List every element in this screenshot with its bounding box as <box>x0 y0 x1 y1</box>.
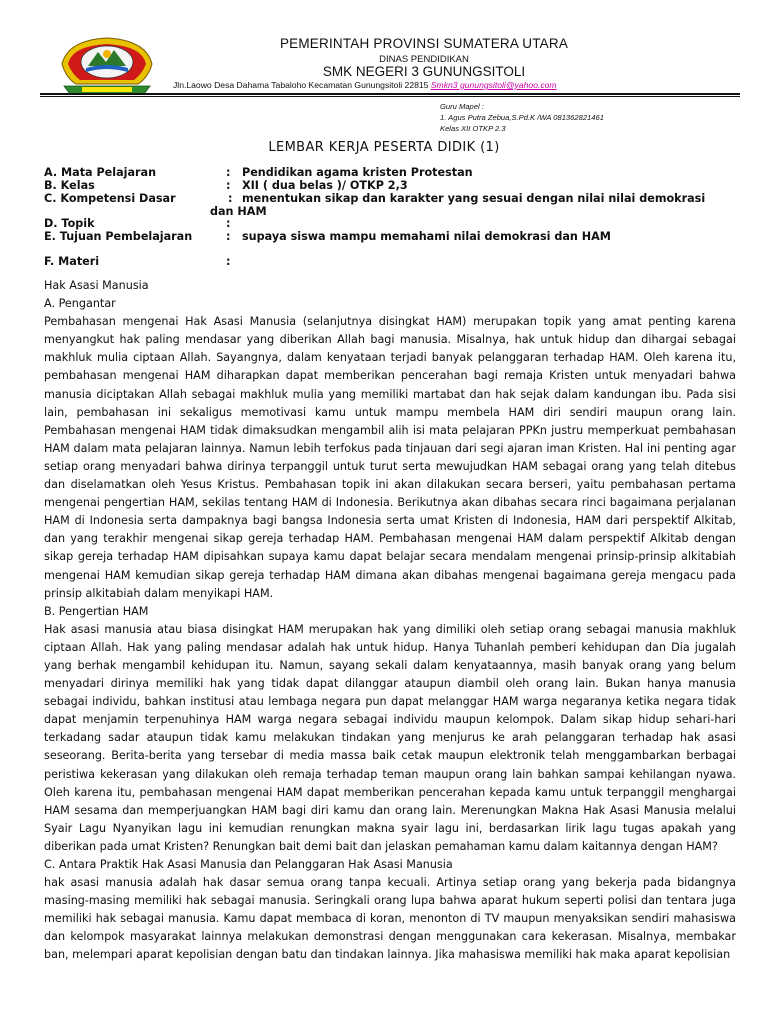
worksheet-title: LEMBAR KERJA PESERTA DIDIK (1) <box>268 140 500 155</box>
letterhead-department: DINAS PENDIDIKAN <box>379 54 469 65</box>
section-a-paragraph: Pembahasan mengenai Hak Asasi Manusia (selanjutnya disingkat HAM) merupakan topik yang amat penting karena menyangkut hak paling mendasar yang diberikan Allah bagi manusia. Misalnya, hak untuk hidup dan dihargai sebagai makhluk mulia ciptaan Allah. Sayangnya, dalam kenyataan terjadi banyak pelanggaran terhadap HAM. Oleh karena itu, pembahasan mengenai HAM diharapkan dapat memberikan pencerahan bagi remaja Kristen untuk menyadari bahwa manusia diciptakan Allah sebagai makhluk mulia yang memiliki martabat dan hak sejak dalam kandungan ibu. Pada sisi lain, pembahasan ini sekaligus memotivasi kamu untuk mampu membela HAM diri sendiri maupun orang lain. Pembahasan mengenai HAM tidak dimaksudkan mengambil alih isi mata pelajaran PPKn justru memperkuat pembahasan HAM dalam mata pelajaran lainnya. Namun lebih terfokus pada tinjauan dari segi ajaran iman Kristen. Hal ini penting agar setiap orang menyadari bahwa dirinya terpanggil untuk turut serta mewujudkan HAM sebagai orang yang telah ditebus dan diselamatkan oleh Yesus Kristus. Pembahasan topik ini akan dilakukan secara berseri, yaitu pembahasan pertama mengenai pengertian HAM, sekilas tentang HAM di Indonesia. Berikutnya akan dibahas secara rinci bagaimana perjalanan HAM di Indonesia serta dampaknya bagi bangsa Indonesia serta umat Kristen di Indonesia, HAM dari perspektif Alkitab, dan yang terakhir mengenai sikap gereja terhadap HAM. Pembahasan mengenai HAM dalam perspektif Alkitab dengan sikap gereja terhadap HAM dipisahkan supaya kamu dapat belajar secara mendalam mengenai prinsip-prinsip alkitabiah mengenai HAM kemudian sikap gereja terhadap HAM dimana akan dibahas mengenai bagaimana gereja mengacu pada prinsip alkitabiah dalam menyikapi HAM. <box>44 315 736 600</box>
section-c-heading: C. Antara Praktik Hak Asasi Manusia dan Pelanggaran Hak Asasi Manusia <box>44 858 453 871</box>
identity-colon: : <box>226 230 231 243</box>
identity-label: B. Kelas <box>44 179 95 192</box>
teacher-label: Guru Mapel : <box>440 102 484 111</box>
identity-value: Pendidikan agama kristen Protestan <box>242 166 473 179</box>
identity-label: F. Materi <box>44 255 100 268</box>
teacher-name: 1. Agus Putra Zebua,S.Pd.K /WA 081362821461 <box>440 113 604 122</box>
section-a-heading: A. Pengantar <box>44 297 116 311</box>
class-info: Kelas XII OTKP 2.3 <box>440 124 506 133</box>
identity-value: XII ( dua belas )/ OTKP 2,3 <box>242 179 408 192</box>
school-email-link[interactable]: Smkn3 gunungsitoli@yahoo.com <box>430 80 557 90</box>
identity-colon: : <box>226 255 231 268</box>
section-b-paragraph: Hak asasi manusia atau biasa disingkat HAM merupakan hak yang dimiliki oleh setiap orang sebagai manusia makhluk ciptaan Allah. Hak yang paling mendasar adalah hak untuk hidup. Hanya Tuhanlah pemberi kehidupan dan Dia jugalah yang berhak mengambil kehidupan itu. Namun, sayang sekali dalam kenyataannya, masih banyak orang yang belum menyadari dirinya memiliki hak yang tidak dapat dilanggar ataupun diambil oleh orang lain. Bukan hanya manusia sebagai individu, bahkan institusi atau lembaga negara pun dapat melanggar HAM warga negaranya ketika negara tidak dapat menjamin terpenuhinya HAM warga negara sebagai individu maupun kelompok. Dalam sikap hidup sehari-hari terkadang sadar ataupun tidak kamu melakukan tindakan yang menjurus ke arah pelanggaran terhadap hak asasi seseorang. Berita-berita yang tersebar di media massa baik cetak maupun elektronik telah menggambarkan berbagai peristiwa kekerasan yang dilakukan oleh remaja terhadap teman maupun orang lain bahkan sampai kehilangan nyawa. Oleh karena itu, pembahasan mengenai HAM dapat memberikan pencerahan kepada kamu untuk terpanggil menghargai HAM sesama dan memperjuangkan HAM bagi diri kamu dan orang lain. Merenungkan Makna Hak Asasi Manusia melalui Syair Lagu Nyanyikan lagu ini kemudian renungkan makna syair lagu ini, berdasarkan lirik lagu tugas apakah yang diberikan pada umat Kristen? Renungkan bait demi bait dan jelaskan pemahaman kamu dalam kaitannya dengan HAM? <box>44 622 736 853</box>
letterhead-rule-thin <box>40 96 740 97</box>
material-content <box>44 277 736 965</box>
identity-colon: : <box>226 166 231 179</box>
letterhead-school: SMK NEGERI 3 GUNUNGSITOLI <box>322 64 526 79</box>
identity-colon: : <box>228 192 233 205</box>
identity-label: D. Topik <box>44 217 95 230</box>
school-address: Jln.Laowo Desa Dahama Tabaloho Kecamatan Gunungsitoli 22815 <box>173 80 431 90</box>
identity-colon: : <box>226 217 231 230</box>
letterhead-government: PEMERINTAH PROVINSI SUMATERA UTARA <box>279 36 569 51</box>
section-b-heading: B. Pengertian HAM <box>44 604 149 618</box>
letterhead-rule-thick <box>40 93 740 95</box>
section-c-paragraph: hak asasi manusia adalah hak dasar semua orang tanpa kecuali. Artinya setiap orang yang bekerja pada bidangnya masing-masing memiliki hak sebagai manusia. Seringkali orang lupa bahwa aparat hukum seperti polisi dan tentara juga memiliki hak sebagai manusia. Kamu dapat membaca di koran, menonton di TV maupun menyaksikan sendiri mahasiswa dan kelompok masyarakat lainnya melakukan demonstrasi dengan menggunakan cara kekerasan. Misalnya, membakar ban, melempari aparat kepolisian dengan batu dan tindakan lainnya. Jika mahasiswa memiliki hak maka aparat kepolisian <box>44 876 736 962</box>
identity-label: C. Kompetensi Dasar <box>44 192 176 205</box>
identity-label: E. Tujuan Pembelajaran <box>44 230 193 243</box>
identity-value: menentukan sikap dan karakter yang sesuai dengan nilai nilai demokrasi <box>242 192 706 205</box>
identity-colon: : <box>226 179 231 192</box>
topic-heading: Hak Asasi Manusia <box>44 279 149 292</box>
identity-label: A. Mata Pelajaran <box>44 166 157 179</box>
identity-value: supaya siswa mampu memahami nilai demokrasi dan HAM <box>242 230 611 243</box>
competency-continuation: dan HAM <box>210 205 267 218</box>
teacher-info <box>440 101 604 134</box>
letterhead-address-line <box>173 80 733 90</box>
